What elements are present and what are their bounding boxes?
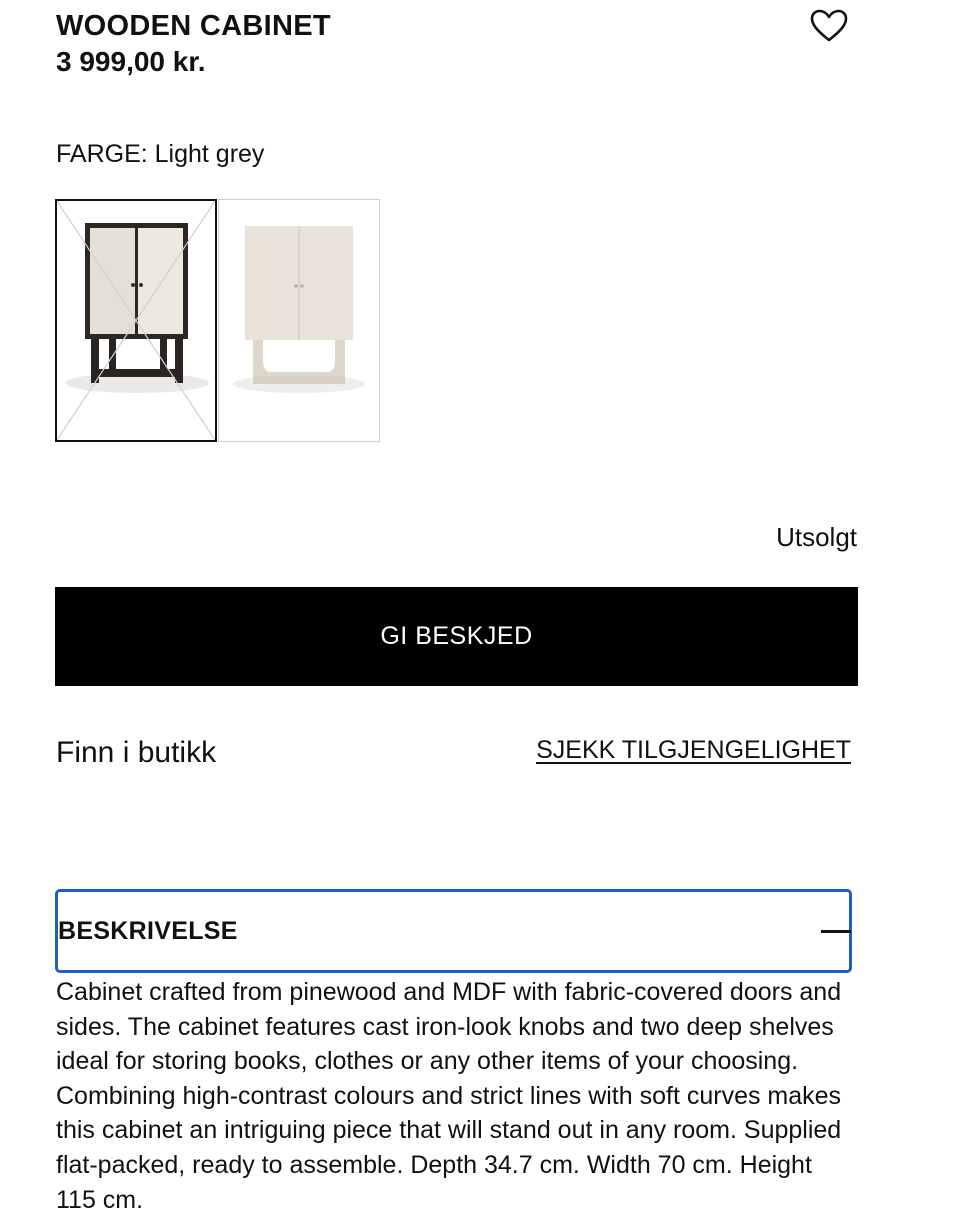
product-price: 3 999,00 kr. [56,46,206,77]
description-text: Cabinet crafted from pinewood and MDF with fabric-covered doors and sides. The cabinet features cast iron-look knobs and two deep shelves ideal for storing books, clothes or any other items of your choosing. Combining high-contrast colours and strict lines with soft curves makes this cabinet an intriguing piece that will stand out in any room. Supplied flat-packed, ready to assemble. Depth 34.7 cm. Width 70 cm. Height 115 cm. [56,978,842,1214]
stock-status: Utsolgt [776,522,857,552]
color-swatch-beige[interactable] [218,199,380,442]
description-heading: BESKRIVELSE [58,916,238,945]
color-swatch-light-grey[interactable] [55,199,217,442]
product-title: WOODEN CABINET [56,10,331,42]
cabinet-beige-image [219,200,379,441]
cabinet-dark-image [57,201,215,440]
check-availability-link[interactable]: SJEKK TILGJENGELIGHET [536,736,851,764]
heart-icon[interactable] [806,6,852,46]
minus-icon [821,930,851,933]
description-accordion-toggle[interactable] [55,889,852,973]
color-label: FARGE: Light grey [56,140,265,168]
find-in-store-label: Finn i butikk [56,736,217,769]
notify-me-button[interactable]: GI BESKJED [55,587,858,686]
